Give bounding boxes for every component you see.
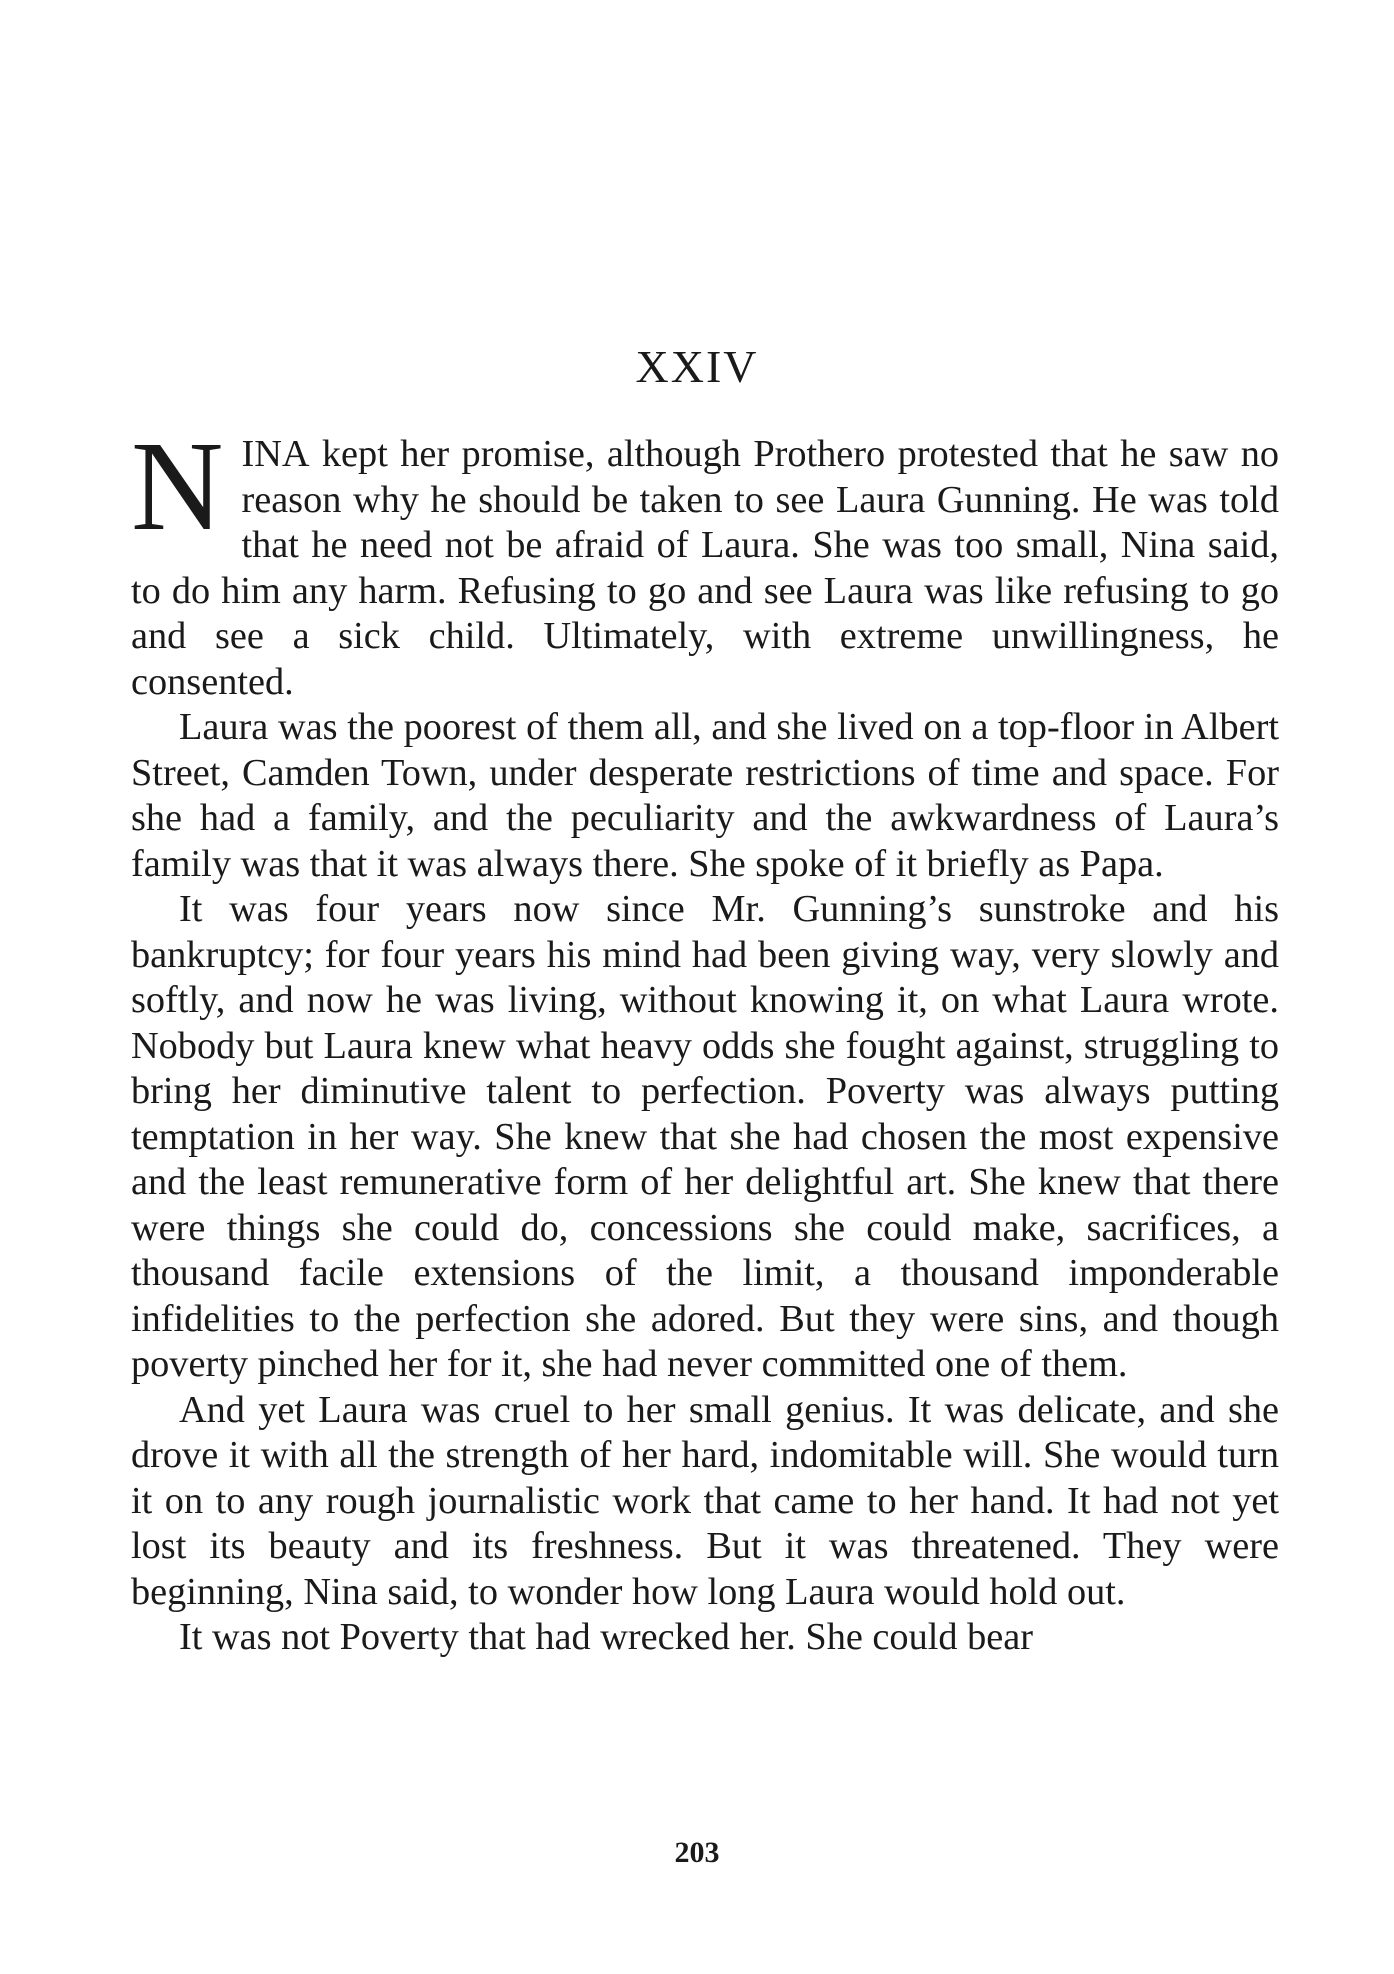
paragraph-1-lead-caps: INA bbox=[241, 433, 310, 475]
drop-cap-letter: N bbox=[131, 415, 224, 557]
paragraph-1 bbox=[131, 415, 1279, 705]
paragraph-1-text: kept her promise, although Prothero protested that he saw no reason why he should be taken to see Laura Gunning. He was told that he need not be afraid of Laura. She was too small, Nina said, to do him any harm. Refusing to go and see Laura was like refusing to go and see a sick child. Ultimately, with extreme unwillingness, he consented. bbox=[131, 433, 1279, 703]
paragraph-5: It was not Poverty that had wrecked her. She could bear bbox=[179, 1616, 1033, 1658]
page-number: 203 bbox=[674, 1836, 720, 1869]
paragraph-4: And yet Laura was cruel to her small genius. It was delicate, and she drove it with all the strength of her hard, indomitable will. She would turn it on to any rough journalistic work that came to her hand. It had not yet lost its beauty and its freshness. But it was threatened. They were beginning, Nina said, to wonder how long Laura would hold out. bbox=[131, 1388, 1279, 1613]
paragraph-3: It was four years now since Mr. Gunning’s sunstroke and his bankruptcy; for four years his mind had been giving way, very slowly and softly, and now he was living, without knowing it, on what Laura wrote. Nobody but Laura knew what heavy odds she fought against, struggling to bring her diminutive talent to perfection. Poverty was always putting temptation in her way. She knew that she had chosen the most expensive and the least remunerative form of her delightful art. She knew that there were things she could do, concessions she could make, sacrifices, a thousand facile extensions of the limit, a thousand imponderable infidelities to the perfection she adored. But they were sins, and though poverty pinched her for it, she had never committed one of them. bbox=[131, 888, 1279, 1385]
paragraph-2: Laura was the poorest of them all, and she lived on a top-floor in Albert Street, Camden Town, under desperate restrictions of time and space. For she had a family, and the peculiarity and the awkwardness of Laura’s family was that it was always there. She spoke of it briefly as Papa. bbox=[131, 706, 1279, 885]
chapter-heading: XXIV bbox=[635, 341, 759, 392]
body-text bbox=[131, 415, 1279, 1661]
